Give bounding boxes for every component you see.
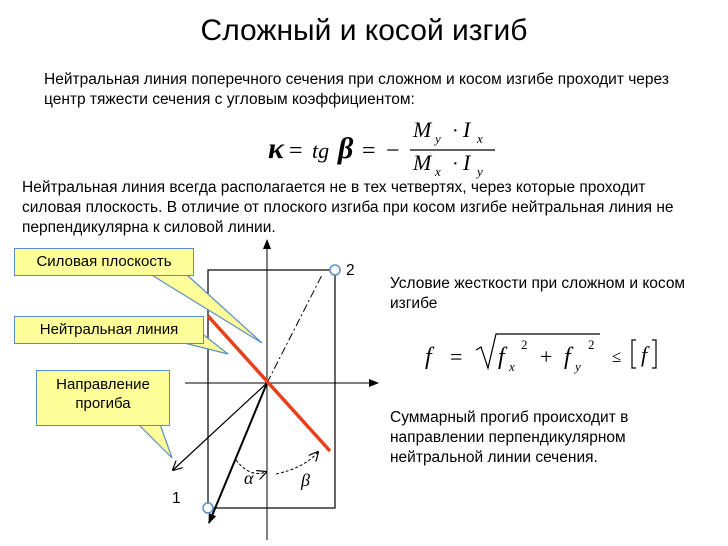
f-allowed: f — [641, 342, 648, 367]
num-I-sub: x — [477, 131, 483, 146]
fx: f — [498, 344, 505, 370]
deflection-arrow — [173, 383, 267, 470]
point-1-marker — [203, 503, 213, 513]
point-1-label: 1 — [172, 490, 181, 507]
force-plane-line — [267, 275, 322, 383]
f-plus: + — [540, 344, 553, 369]
num-M-sub: y — [435, 131, 441, 146]
f-eq: = — [450, 344, 463, 369]
den-I: I — [463, 150, 471, 175]
summary-text: Суммарный прогиб происходит в направлении перпендикулярном нейтральной линии сечения. — [390, 409, 629, 466]
kappa-eq2: = — [362, 138, 376, 164]
kappa-beta: β — [338, 132, 354, 165]
fx-sup: 2 — [521, 337, 528, 352]
load-arrow — [209, 383, 267, 523]
point-2-marker — [330, 265, 340, 275]
deflection-pointer — [138, 424, 172, 458]
f-le: ≤ — [612, 347, 622, 366]
callout-deflection-direction: Направление прогиба — [36, 370, 170, 426]
stiffness-title: Условие жесткости при сложном и косом изгибе — [390, 275, 686, 312]
fy-sub: y — [575, 359, 581, 374]
f-total: f — [425, 344, 432, 370]
neutral-line-note: Нейтральная линия всегда располагается не в тех четвертях, через которые проходит силовая плоскость. В отличие от плоского изгиба при косом изгибе нейтральная линия не перпендикулярна к силовой линии. — [22, 179, 674, 236]
callout-neutral-line: Нейтральная линия — [14, 316, 204, 344]
intro-text: Нейтральная линия поперечного сечения при сложном и косом изгибе проходит через центр тяжести сечения с угловым коэффициентом: — [44, 71, 669, 108]
point-2-label: 2 — [346, 262, 355, 279]
fy-sup: 2 — [588, 337, 595, 352]
kappa-tg: tg — [312, 138, 330, 163]
den-dot: · — [452, 153, 459, 175]
num-dot: · — [452, 120, 459, 142]
den-M: M — [413, 150, 432, 175]
num-I: I — [463, 117, 471, 142]
fy: f — [564, 344, 571, 370]
kappa-eq1: = — [289, 138, 303, 164]
den-I-sub: y — [477, 164, 483, 179]
callout-force-plane: Силовая плоскость — [14, 248, 194, 276]
alpha-label: α — [244, 468, 254, 488]
page-title: Сложный и косой изгиб — [200, 14, 528, 47]
kappa-symbol: κ — [268, 132, 284, 165]
section-rectangle — [208, 270, 335, 508]
fx-sub: x — [509, 359, 515, 374]
kappa-minus: − — [386, 138, 400, 164]
beta-arc — [276, 452, 318, 474]
beta-label: β — [301, 470, 310, 490]
den-M-sub: x — [435, 164, 441, 179]
num-M: M — [413, 117, 432, 142]
